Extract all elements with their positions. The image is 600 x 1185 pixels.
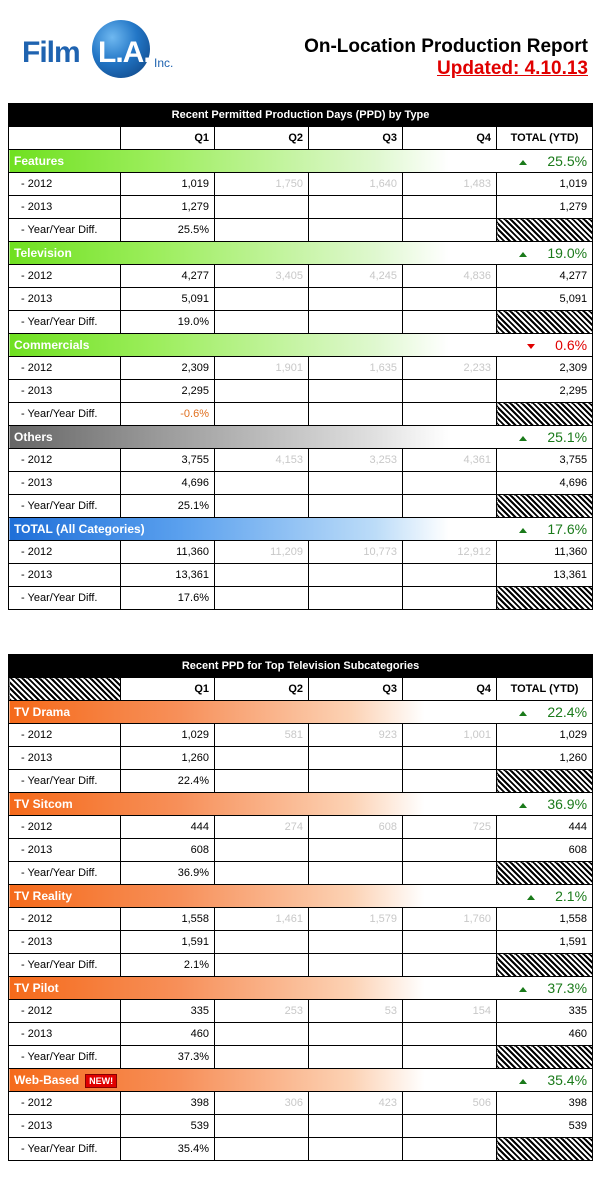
value-cell: 1,901: [215, 357, 309, 380]
value-cell: [309, 1115, 403, 1138]
column-header-q4: Q4: [403, 127, 497, 150]
row-label: - 2012: [9, 1000, 121, 1023]
data-row-y2013: [9, 1023, 593, 1046]
row-label: - Year/Year Diff.: [9, 311, 121, 334]
header-blank: [9, 127, 121, 150]
empty-cell: [309, 954, 403, 977]
row-label: - 2012: [9, 357, 121, 380]
updated-date: Updated: 4.10.13: [437, 58, 588, 79]
value-cell: [403, 380, 497, 403]
value-cell: 1,019: [497, 173, 593, 196]
empty-cell: [309, 862, 403, 885]
value-cell: 1,635: [309, 357, 403, 380]
category-row: [9, 1069, 593, 1092]
data-row-y2012: [9, 1000, 593, 1023]
empty-cell: [309, 1138, 403, 1161]
value-cell: [403, 839, 497, 862]
data-row-y2012: [9, 173, 593, 196]
diff-value: 22.4%: [121, 770, 215, 793]
value-cell: 460: [121, 1023, 215, 1046]
value-cell: 608: [309, 816, 403, 839]
data-row-y2013: [9, 747, 593, 770]
category-percent: [497, 701, 593, 724]
empty-cell: [215, 1138, 309, 1161]
category-label: Commercials: [14, 338, 90, 352]
category-label: TV Drama: [14, 705, 71, 719]
value-cell: 2,295: [497, 380, 593, 403]
category-row: [9, 150, 593, 173]
category-row: [9, 242, 593, 265]
category-label: Television: [14, 246, 72, 260]
arrow-up-icon: [519, 711, 527, 716]
data-row-diff: [9, 311, 593, 334]
empty-cell: [403, 403, 497, 426]
value-cell: [215, 472, 309, 495]
data-row-y2013: [9, 1115, 593, 1138]
value-cell: 398: [497, 1092, 593, 1115]
hatch-cell: [497, 862, 593, 885]
category-percent-value: 35.4%: [547, 1072, 588, 1088]
value-cell: 11,360: [497, 541, 593, 564]
category-row: [9, 426, 593, 449]
column-header-q2: Q2: [215, 127, 309, 150]
empty-cell: [403, 862, 497, 885]
value-cell: 1,760: [403, 908, 497, 931]
hatch-cell: [497, 954, 593, 977]
hatch-cell: [9, 678, 121, 701]
value-cell: 1,750: [215, 173, 309, 196]
value-cell: 11,360: [121, 541, 215, 564]
value-cell: 460: [497, 1023, 593, 1046]
value-cell: 725: [403, 816, 497, 839]
arrow-up-icon: [527, 895, 535, 900]
column-header-total: TOTAL (YTD): [497, 678, 593, 701]
category-percent-value: 25.1%: [547, 429, 588, 445]
value-cell: [309, 747, 403, 770]
value-cell: [309, 839, 403, 862]
diff-value: 17.6%: [121, 587, 215, 610]
data-row-y2012: [9, 816, 593, 839]
empty-cell: [215, 1046, 309, 1069]
table-title: Recent PPD for Top Television Subcategories: [9, 655, 593, 678]
category-percent: [497, 885, 593, 908]
category-label: TV Pilot: [14, 981, 59, 995]
diff-value: 19.0%: [121, 311, 215, 334]
column-header-row: [9, 678, 593, 701]
report-title: On-Location Production Report: [304, 36, 588, 57]
data-row-diff: [9, 1138, 593, 1161]
value-cell: 398: [121, 1092, 215, 1115]
value-cell: [309, 931, 403, 954]
row-label: - Year/Year Diff.: [9, 219, 121, 242]
arrow-up-icon: [519, 436, 527, 441]
arrow-down-icon: [527, 344, 535, 349]
value-cell: [309, 380, 403, 403]
hatch-cell: [497, 311, 593, 334]
value-cell: 4,245: [309, 265, 403, 288]
row-label: - Year/Year Diff.: [9, 1046, 121, 1069]
row-label: - 2013: [9, 564, 121, 587]
diff-value: 35.4%: [121, 1138, 215, 1161]
value-cell: 539: [497, 1115, 593, 1138]
logo-inc-text: Inc.: [154, 56, 174, 70]
value-cell: [215, 1023, 309, 1046]
value-cell: 923: [309, 724, 403, 747]
column-header-q2: Q2: [215, 678, 309, 701]
value-cell: 12,912: [403, 541, 497, 564]
value-cell: 253: [215, 1000, 309, 1023]
table-title: Recent Permitted Production Days (PPD) by Type: [9, 104, 593, 127]
category-row: [9, 518, 593, 541]
category-percent-value: 37.3%: [547, 980, 588, 996]
category-row: [9, 977, 593, 1000]
category-name: [9, 426, 497, 449]
logo-film-text: Film: [22, 36, 80, 69]
empty-cell: [215, 954, 309, 977]
value-cell: 1,260: [121, 747, 215, 770]
ppd-by-type-table: [8, 103, 593, 610]
empty-cell: [215, 219, 309, 242]
empty-cell: [403, 587, 497, 610]
value-cell: 506: [403, 1092, 497, 1115]
arrow-up-icon: [519, 803, 527, 808]
category-percent-value: 25.5%: [547, 153, 588, 169]
row-label: - Year/Year Diff.: [9, 587, 121, 610]
hatch-cell: [497, 219, 593, 242]
value-cell: 53: [309, 1000, 403, 1023]
empty-cell: [215, 862, 309, 885]
empty-cell: [309, 587, 403, 610]
value-cell: 4,277: [121, 265, 215, 288]
value-cell: [403, 472, 497, 495]
value-cell: 3,405: [215, 265, 309, 288]
data-row-y2012: [9, 541, 593, 564]
row-label: - Year/Year Diff.: [9, 403, 121, 426]
value-cell: [403, 1023, 497, 1046]
value-cell: 11,209: [215, 541, 309, 564]
value-cell: [215, 839, 309, 862]
diff-value: -0.6%: [121, 403, 215, 426]
data-row-y2013: [9, 839, 593, 862]
value-cell: 335: [121, 1000, 215, 1023]
column-header-q4: Q4: [403, 678, 497, 701]
report-header: [0, 0, 600, 96]
value-cell: 1,019: [121, 173, 215, 196]
hatch-cell: [497, 403, 593, 426]
value-cell: [403, 1115, 497, 1138]
data-row-diff: [9, 403, 593, 426]
category-percent-value: 2.1%: [555, 888, 588, 904]
value-cell: [403, 931, 497, 954]
empty-cell: [403, 311, 497, 334]
category-name: [9, 977, 497, 1000]
category-label: Features: [14, 154, 65, 168]
empty-cell: [215, 770, 309, 793]
row-label: - Year/Year Diff.: [9, 770, 121, 793]
hatch-cell: [497, 495, 593, 518]
value-cell: 1,558: [497, 908, 593, 931]
filmla-logo: [22, 20, 172, 80]
empty-cell: [403, 1138, 497, 1161]
table-title-row: [9, 655, 593, 678]
arrow-up-icon: [519, 528, 527, 533]
category-row: [9, 334, 593, 357]
category-percent-value: 17.6%: [547, 521, 588, 537]
row-label: - 2012: [9, 908, 121, 931]
value-cell: 4,696: [497, 472, 593, 495]
row-label: - 2013: [9, 747, 121, 770]
new-badge: NEW!: [85, 1074, 117, 1088]
row-label: - 2013: [9, 288, 121, 311]
row-label: - 2012: [9, 1092, 121, 1115]
row-label: - Year/Year Diff.: [9, 495, 121, 518]
row-label: - Year/Year Diff.: [9, 1138, 121, 1161]
data-row-diff: [9, 862, 593, 885]
value-cell: 581: [215, 724, 309, 747]
empty-cell: [403, 219, 497, 242]
row-label: - 2013: [9, 196, 121, 219]
data-row-y2013: [9, 288, 593, 311]
empty-cell: [215, 311, 309, 334]
hatch-cell: [497, 770, 593, 793]
row-label: - 2013: [9, 1115, 121, 1138]
value-cell: [309, 472, 403, 495]
value-cell: 1,029: [121, 724, 215, 747]
category-name: [9, 1069, 497, 1092]
value-cell: [309, 196, 403, 219]
value-cell: 4,361: [403, 449, 497, 472]
empty-cell: [309, 1046, 403, 1069]
empty-cell: [309, 219, 403, 242]
empty-cell: [215, 495, 309, 518]
empty-cell: [403, 495, 497, 518]
category-percent: [497, 1069, 593, 1092]
value-cell: [309, 1023, 403, 1046]
data-row-y2013: [9, 196, 593, 219]
row-label: - 2012: [9, 724, 121, 747]
value-cell: 1,029: [497, 724, 593, 747]
category-percent-value: 19.0%: [547, 245, 588, 261]
diff-value: 2.1%: [121, 954, 215, 977]
value-cell: 335: [497, 1000, 593, 1023]
value-cell: 13,361: [497, 564, 593, 587]
arrow-up-icon: [519, 1079, 527, 1084]
value-cell: [403, 196, 497, 219]
category-name: [9, 242, 497, 265]
category-percent: [497, 518, 593, 541]
data-row-y2013: [9, 931, 593, 954]
value-cell: 10,773: [309, 541, 403, 564]
category-percent-value: 0.6%: [555, 337, 588, 353]
category-label: TV Sitcom: [14, 797, 73, 811]
value-cell: 2,295: [121, 380, 215, 403]
value-cell: 13,361: [121, 564, 215, 587]
value-cell: 1,001: [403, 724, 497, 747]
value-cell: 1,461: [215, 908, 309, 931]
row-label: - Year/Year Diff.: [9, 862, 121, 885]
category-name: [9, 334, 497, 357]
row-label: - 2012: [9, 449, 121, 472]
hatch-cell: [497, 587, 593, 610]
empty-cell: [309, 403, 403, 426]
data-row-y2012: [9, 908, 593, 931]
data-row-y2012: [9, 724, 593, 747]
value-cell: 3,755: [121, 449, 215, 472]
value-cell: [215, 288, 309, 311]
category-label: TOTAL (All Categories): [14, 522, 145, 536]
empty-cell: [215, 587, 309, 610]
value-cell: 4,836: [403, 265, 497, 288]
empty-cell: [309, 311, 403, 334]
value-cell: 1,591: [121, 931, 215, 954]
value-cell: [309, 288, 403, 311]
diff-value: 36.9%: [121, 862, 215, 885]
value-cell: 2,309: [497, 357, 593, 380]
value-cell: 1,558: [121, 908, 215, 931]
value-cell: [215, 196, 309, 219]
row-label: - 2012: [9, 541, 121, 564]
value-cell: 1,640: [309, 173, 403, 196]
value-cell: 608: [497, 839, 593, 862]
value-cell: 3,755: [497, 449, 593, 472]
value-cell: 444: [497, 816, 593, 839]
column-header-total: TOTAL (YTD): [497, 127, 593, 150]
category-label: Web-Based: [14, 1072, 80, 1087]
data-row-diff: [9, 770, 593, 793]
value-cell: [403, 747, 497, 770]
value-cell: 4,277: [497, 265, 593, 288]
value-cell: 1,483: [403, 173, 497, 196]
row-label: - 2013: [9, 380, 121, 403]
row-label: - 2012: [9, 173, 121, 196]
data-row-y2012: [9, 1092, 593, 1115]
value-cell: 2,233: [403, 357, 497, 380]
value-cell: 1,279: [121, 196, 215, 219]
empty-cell: [403, 954, 497, 977]
column-header-q3: Q3: [309, 127, 403, 150]
data-row-diff: [9, 219, 593, 242]
value-cell: 539: [121, 1115, 215, 1138]
data-row-y2012: [9, 265, 593, 288]
row-label: - Year/Year Diff.: [9, 954, 121, 977]
column-header-row: [9, 127, 593, 150]
category-label: TV Reality: [14, 889, 73, 903]
empty-cell: [309, 495, 403, 518]
value-cell: 1,591: [497, 931, 593, 954]
hatch-cell: [497, 1046, 593, 1069]
value-cell: [403, 288, 497, 311]
table-title-row: [9, 104, 593, 127]
diff-value: 37.3%: [121, 1046, 215, 1069]
value-cell: 5,091: [497, 288, 593, 311]
category-name: [9, 701, 497, 724]
column-header-q1: Q1: [121, 678, 215, 701]
arrow-up-icon: [519, 160, 527, 165]
category-row: [9, 885, 593, 908]
category-row: [9, 793, 593, 816]
empty-cell: [403, 1046, 497, 1069]
empty-cell: [403, 770, 497, 793]
value-cell: 423: [309, 1092, 403, 1115]
value-cell: 4,153: [215, 449, 309, 472]
value-cell: 5,091: [121, 288, 215, 311]
category-name: [9, 885, 497, 908]
category-name: [9, 150, 497, 173]
value-cell: [403, 564, 497, 587]
value-cell: [215, 931, 309, 954]
hatch-cell: [497, 1138, 593, 1161]
column-header-q3: Q3: [309, 678, 403, 701]
data-row-y2012: [9, 449, 593, 472]
category-name: [9, 793, 497, 816]
category-percent: [497, 150, 593, 173]
category-percent: [497, 977, 593, 1000]
value-cell: 1,579: [309, 908, 403, 931]
data-row-y2012: [9, 357, 593, 380]
category-percent: [497, 242, 593, 265]
value-cell: 3,253: [309, 449, 403, 472]
data-row-diff: [9, 587, 593, 610]
category-percent-value: 22.4%: [547, 704, 588, 720]
arrow-up-icon: [519, 252, 527, 257]
data-row-y2013: [9, 380, 593, 403]
row-label: - 2013: [9, 931, 121, 954]
category-percent: [497, 426, 593, 449]
category-name: [9, 518, 497, 541]
category-label: Others: [14, 430, 53, 444]
row-label: - 2013: [9, 1023, 121, 1046]
empty-cell: [309, 770, 403, 793]
data-row-y2013: [9, 472, 593, 495]
row-label: - 2013: [9, 839, 121, 862]
value-cell: [309, 564, 403, 587]
diff-value: 25.1%: [121, 495, 215, 518]
column-header-q1: Q1: [121, 127, 215, 150]
row-label: - 2013: [9, 472, 121, 495]
category-percent-value: 36.9%: [547, 796, 588, 812]
data-row-diff: [9, 1046, 593, 1069]
diff-value: 25.5%: [121, 219, 215, 242]
value-cell: 444: [121, 816, 215, 839]
value-cell: [215, 380, 309, 403]
value-cell: 306: [215, 1092, 309, 1115]
row-label: - 2012: [9, 265, 121, 288]
value-cell: 274: [215, 816, 309, 839]
category-percent: [497, 793, 593, 816]
arrow-up-icon: [519, 987, 527, 992]
logo-la-text: L.A.: [98, 36, 151, 69]
data-row-diff: [9, 954, 593, 977]
tv-subcategories-table: [8, 654, 593, 1161]
data-row-diff: [9, 495, 593, 518]
value-cell: 608: [121, 839, 215, 862]
category-percent: [497, 334, 593, 357]
value-cell: 1,279: [497, 196, 593, 219]
empty-cell: [215, 403, 309, 426]
data-row-y2013: [9, 564, 593, 587]
value-cell: [215, 747, 309, 770]
row-label: - 2012: [9, 816, 121, 839]
value-cell: 154: [403, 1000, 497, 1023]
value-cell: [215, 1115, 309, 1138]
value-cell: 4,696: [121, 472, 215, 495]
category-row: [9, 701, 593, 724]
value-cell: 1,260: [497, 747, 593, 770]
value-cell: [215, 564, 309, 587]
value-cell: 2,309: [121, 357, 215, 380]
